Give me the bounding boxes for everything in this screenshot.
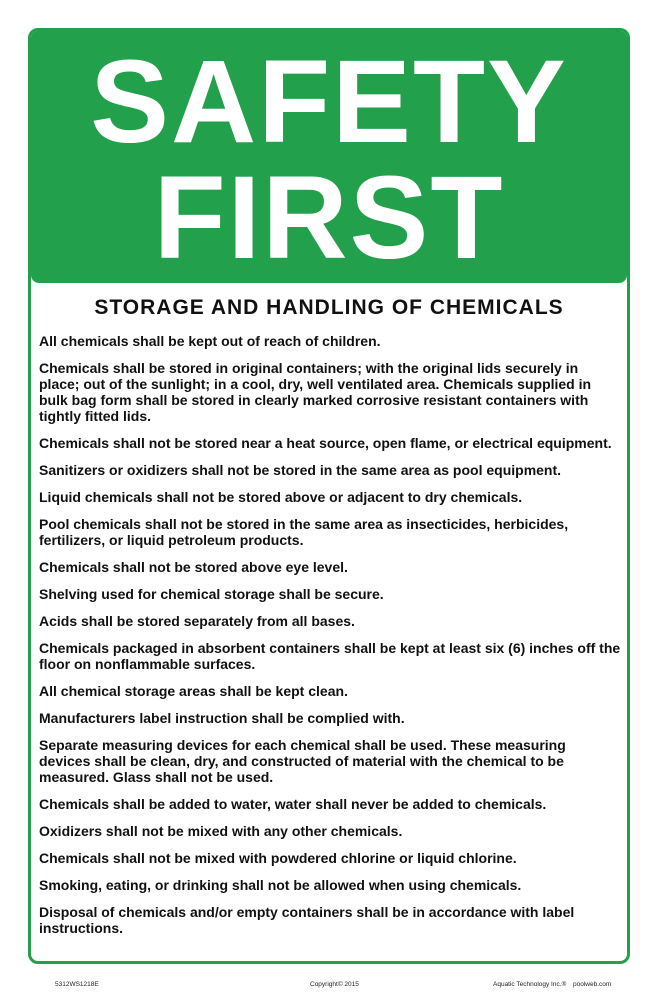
website-text: poolweb.com: [573, 981, 612, 988]
rule-item: Oxidizers shall not be mixed with any other chemicals.: [39, 823, 403, 839]
rule-item: Liquid chemicals shall not be stored above or adjacent to dry chemicals.: [39, 489, 523, 505]
rule-item: Sanitizers or oxidizers shall not be stored in the same area as pool equipment.: [39, 462, 562, 478]
sign-subtitle: STORAGE AND HANDLING OF CHEMICALS: [94, 296, 564, 319]
rule-item: Manufacturers label instruction shall be complied with.: [39, 710, 405, 726]
product-code: 5312WS1218E: [55, 981, 99, 988]
title-first: FIRST: [153, 152, 505, 284]
manufacturer-name: Aquatic Technology Inc.®: [493, 981, 567, 988]
rule-item: Smoking, eating, or drinking shall not be allowed when using chemicals.: [39, 877, 522, 893]
rule-item: All chemical storage areas shall be kept clean.: [39, 683, 348, 699]
rule-item: Chemicals shall not be mixed with powdered chlorine or liquid chlorine.: [39, 850, 517, 866]
rule-item: Chemicals packaged in absorbent containers shall be kept at least six (6) inches off the floor on nonflammable surfaces.: [39, 640, 621, 672]
rule-item: Chemicals shall not be stored near a heat source, open flame, or electrical equipment.: [39, 435, 612, 451]
rule-item: Chemicals shall be stored in original containers; with the original lids securely in place; out of the sunlight; in a cool, dry, well ventilated area. Chemicals supplied in bulk bag form shall be stored in clearly marked corrosive resistant containers with tightly fitted lids.: [39, 360, 592, 424]
rule-item: Acids shall be stored separately from all bases.: [39, 613, 355, 629]
rule-item: Chemicals shall not be stored above eye level.: [39, 559, 348, 575]
rule-item: Disposal of chemicals and/or empty containers shall be in accordance with label instructions.: [39, 904, 575, 936]
safety-sign: [28, 28, 630, 964]
footer: [0, 979, 667, 991]
rules-list: [39, 333, 621, 947]
title-safety: SAFETY: [90, 36, 568, 168]
rule-item: All chemicals shall be kept out of reach of children.: [39, 333, 381, 349]
copyright-notice: Copyright© 2015: [310, 981, 359, 988]
rule-item: Separate measuring devices for each chemical shall be used. These measuring devices shall be clean, dry, and constructed of material with the chemical to be measured. Glass shall not be used.: [39, 737, 566, 785]
sign-header: [31, 31, 627, 283]
rule-item: Pool chemicals shall not be stored in the same area as insecticides, herbicides, fertilizers, or liquid petroleum products.: [39, 516, 569, 548]
rule-item: Shelving used for chemical storage shall be secure.: [39, 586, 384, 602]
rule-item: Chemicals shall be added to water, water shall never be added to chemicals.: [39, 796, 547, 812]
